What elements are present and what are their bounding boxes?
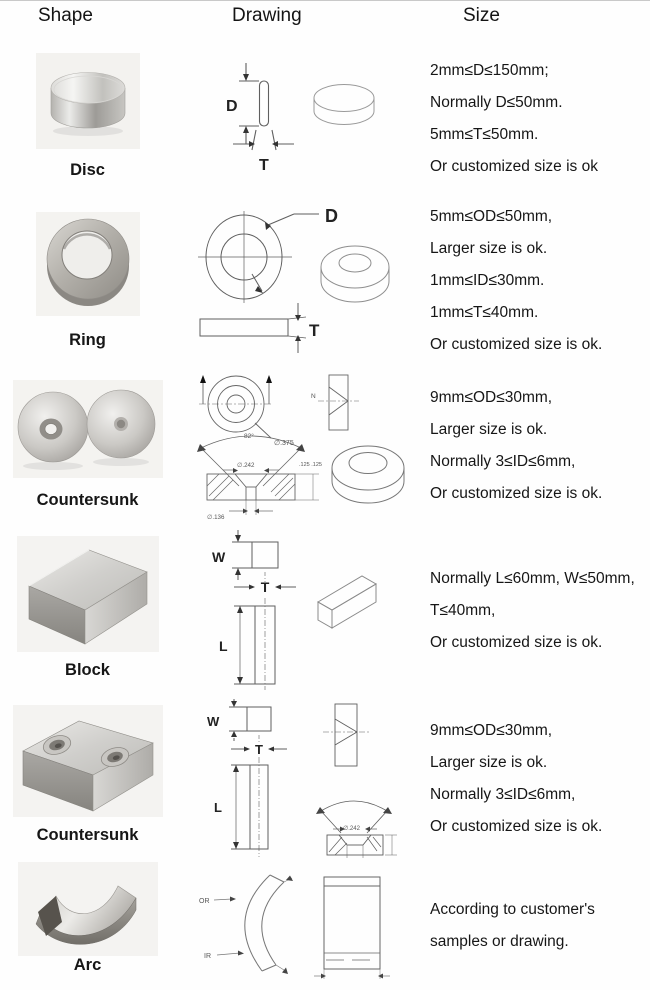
dim-label-t: T — [258, 156, 269, 174]
size-spec: 5mm≤OD≤50mm, — [430, 208, 553, 225]
size-spec: Larger size is ok. — [430, 753, 548, 771]
size-cell — [420, 366, 650, 526]
table-header — [0, 1, 650, 41]
table-row — [0, 861, 650, 990]
shape-label: Countersunk — [36, 826, 139, 844]
size-spec: 1mm≤ID≤30mm. — [430, 272, 545, 289]
drawing-cell-countersunk-block — [175, 696, 420, 861]
countersunk-photo — [13, 380, 163, 478]
ring-drawing — [192, 207, 404, 355]
dim-label-angle: 82° — [244, 432, 254, 440]
shape-cell-arc — [0, 861, 175, 990]
table-row — [0, 526, 650, 696]
shape-label: Ring — [69, 331, 106, 349]
table-row — [0, 696, 650, 861]
size-spec: Larger size is ok. — [430, 421, 548, 438]
size-spec: Or customized size is ok. — [430, 485, 603, 502]
size-spec: Larger size is ok. — [430, 240, 548, 257]
drawing-cell-disc — [175, 41, 420, 196]
dim-label-d: D — [225, 97, 238, 115]
column-header-drawing: Drawing — [232, 5, 302, 26]
block-drawing — [192, 530, 404, 692]
size-spec: Normally D≤50mm. — [430, 93, 563, 111]
dim-label-dia242: ∅.242 — [343, 825, 360, 832]
shape-cell-disc — [0, 41, 175, 196]
drawing-cell-arc — [175, 861, 420, 990]
column-header-shape: Shape — [38, 5, 93, 26]
ring-photo — [36, 212, 140, 316]
shape-cell-block — [0, 526, 175, 696]
dim-label-dia242: ∅.242 — [237, 461, 255, 469]
size-spec: Or customized size is ok. — [430, 634, 603, 651]
shape-label: Disc — [70, 161, 105, 179]
shape-cell-ring — [0, 196, 175, 366]
countersunk-block-drawing — [189, 699, 406, 859]
dim-label-w: W — [207, 713, 220, 729]
size-cell — [420, 696, 650, 861]
size-spec: T≤40mm, — [430, 602, 496, 619]
table-row — [0, 196, 650, 366]
dim-label-w: W — [211, 549, 225, 565]
dim-label-t: T — [255, 741, 263, 757]
size-spec: 1mm≤T≤40mm. — [430, 304, 539, 321]
size-spec: samples or drawing. — [430, 933, 569, 950]
countersunk-block-photo — [13, 705, 163, 817]
arc-photo — [18, 862, 158, 956]
size-spec: 5mm≤T≤50mm. — [430, 125, 539, 143]
column-header-size: Size — [463, 5, 500, 26]
dim-label-depth: .125 .125 — [299, 461, 322, 468]
size-spec: Or customized size is ok. — [430, 336, 603, 353]
drawing-cell-ring — [175, 196, 420, 366]
table-row — [0, 366, 650, 526]
size-spec: 9mm≤OD≤30mm, — [430, 389, 553, 406]
shape-label: Countersunk — [36, 491, 139, 509]
dim-label-t: T — [308, 321, 319, 340]
size-spec: Normally 3≤ID≤6mm, — [430, 785, 576, 803]
arc-drawing — [194, 869, 401, 984]
size-cell — [420, 526, 650, 696]
size-spec: Or customized size is ok — [430, 157, 598, 175]
size-spec: 9mm≤OD≤30mm, — [430, 721, 553, 739]
dim-label-d: D — [324, 207, 338, 226]
dim-label-n: N — [311, 392, 316, 400]
size-spec: According to customer's — [430, 901, 595, 918]
table-row — [0, 41, 650, 196]
size-spec: Normally L≤60mm, W≤50mm, — [430, 570, 635, 587]
size-spec: Or customized size is ok. — [430, 817, 603, 835]
drawing-cell-block — [175, 526, 420, 696]
shape-label: Arc — [73, 956, 102, 974]
dim-label-t: T — [260, 579, 269, 595]
drawing-cell-countersunk — [175, 366, 420, 526]
size-spec: Normally 3≤ID≤6mm, — [430, 453, 576, 470]
dim-label-ir: IR — [204, 952, 211, 960]
disc-photo — [36, 53, 140, 149]
size-cell — [420, 41, 650, 196]
size-cell — [420, 861, 650, 990]
shape-cell-countersunk-block — [0, 696, 175, 861]
dim-label-l: L — [218, 638, 228, 654]
shape-label: Block — [65, 661, 110, 679]
size-spec: 2mm≤D≤150mm; — [430, 61, 549, 79]
disc-drawing — [209, 60, 387, 178]
block-photo — [17, 536, 159, 652]
dim-label-l: L — [214, 799, 222, 815]
size-cell — [420, 196, 650, 366]
countersunk-drawing — [179, 368, 416, 525]
dim-label-dia375: ∅.375 — [274, 439, 294, 447]
dim-label-dia136: ∅.136 — [207, 513, 225, 521]
shape-cell-countersunk — [0, 366, 175, 526]
dim-label-or: OR — [199, 897, 210, 905]
